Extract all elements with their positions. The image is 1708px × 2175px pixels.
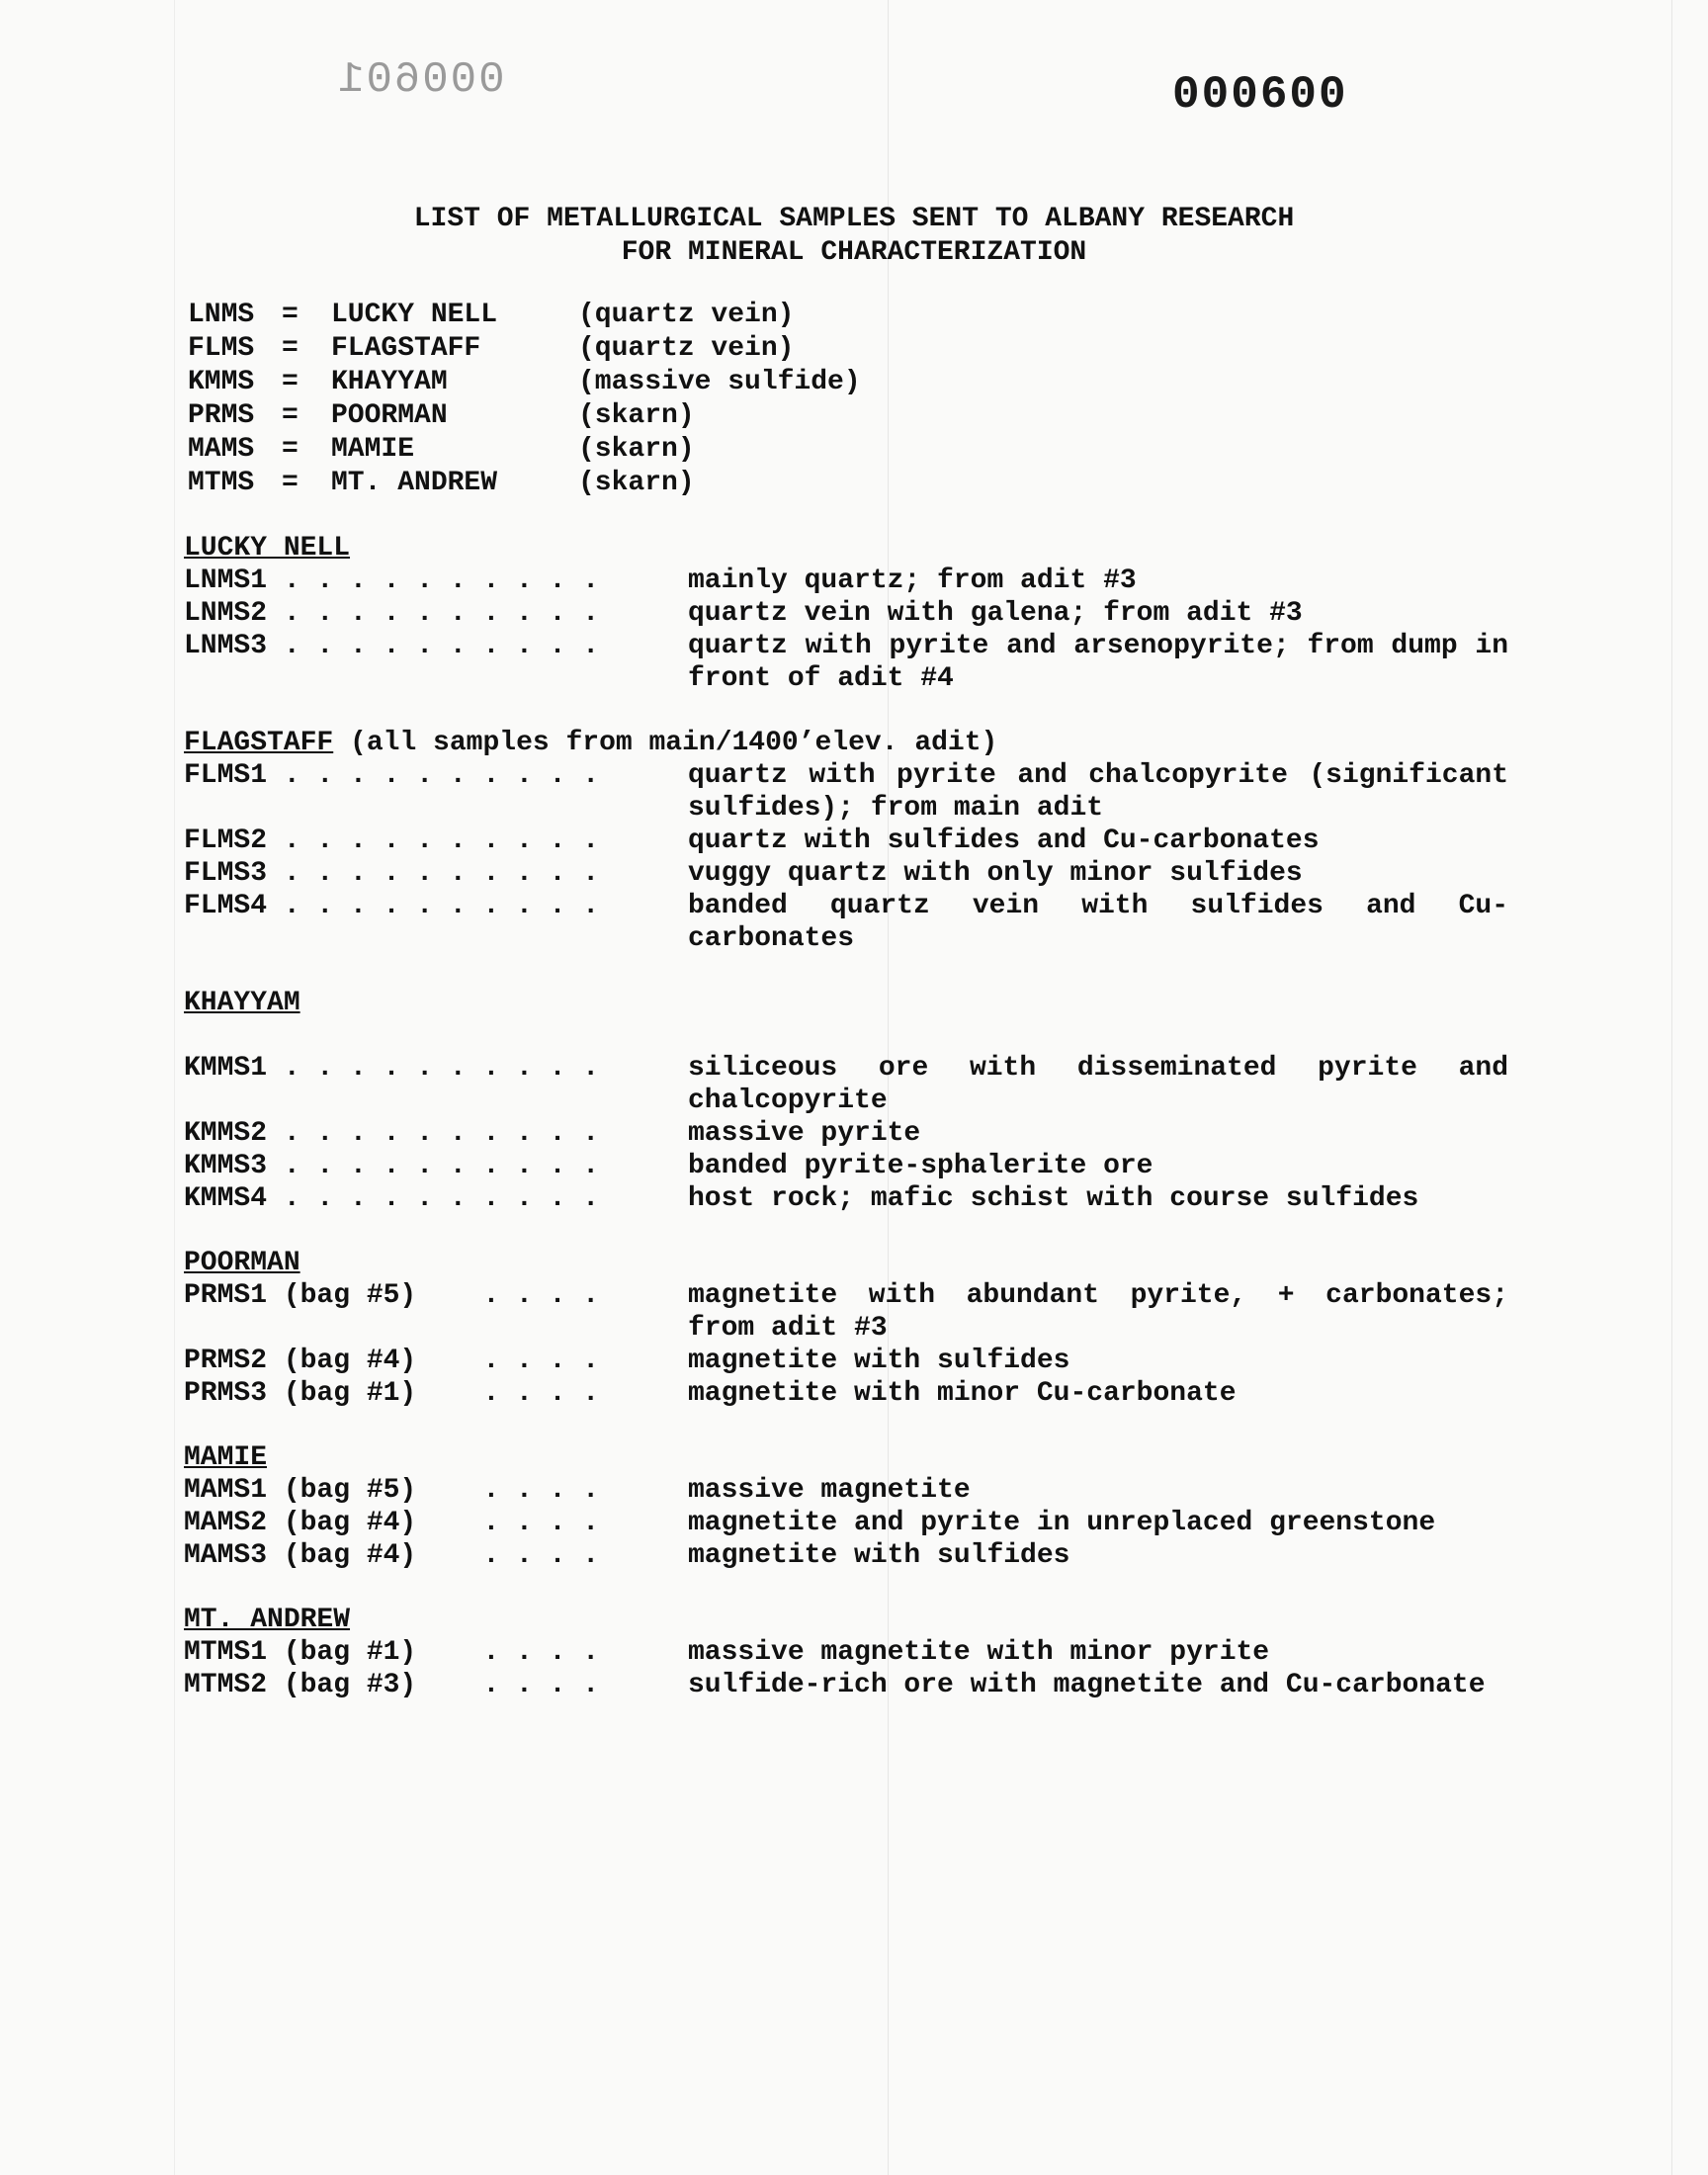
sample-section <box>184 727 1508 955</box>
legend-mine-name: MAMIE <box>331 434 415 465</box>
page-edge-left <box>174 0 175 2175</box>
sample-description: massive magnetite with minor pyrite <box>688 1637 1270 1668</box>
legend-code: MTMS <box>188 468 255 498</box>
sample-id: MTMS1 (bag #1) . . . . <box>184 1637 600 1668</box>
sample-id: KMMS2 . . . . . . . . . . <box>184 1118 600 1149</box>
legend-mine-name: KHAYYAM <box>331 367 448 397</box>
sample-section <box>184 1441 1508 1572</box>
sample-entry <box>184 1377 1508 1410</box>
sample-description: mainly quartz; from adit #3 <box>688 566 1137 596</box>
sample-description: vuggy quartz with only minor sulfides <box>688 858 1303 889</box>
section-header <box>184 1604 1508 1636</box>
sample-description: massive magnetite <box>688 1475 971 1506</box>
sample-entry <box>184 1279 1508 1345</box>
section-header <box>184 532 1508 565</box>
sample-entry <box>184 1052 1508 1117</box>
legend-code: PRMS <box>188 400 255 431</box>
legend-row <box>188 299 861 332</box>
section-note: (all samples from main/1400’elev. adit) <box>333 728 998 758</box>
legend-row <box>188 332 861 366</box>
legend-row <box>188 467 861 500</box>
sample-id: FLMS1 . . . . . . . . . . <box>184 760 600 791</box>
section-header <box>184 1441 1508 1474</box>
sample-section <box>184 987 1508 1215</box>
sample-entry <box>184 1345 1508 1377</box>
sample-id: KMMS3 . . . . . . . . . . <box>184 1151 600 1181</box>
legend-equals: = <box>282 468 299 498</box>
sample-entry <box>184 597 1508 630</box>
sample-id: KMMS1 . . . . . . . . . . <box>184 1053 600 1084</box>
sample-description: quartz vein with galena; from adit #3 <box>688 598 1303 629</box>
document-title <box>0 203 1708 270</box>
sample-entry <box>184 1117 1508 1150</box>
title-line-1: LIST OF METALLURGICAL SAMPLES SENT TO ALBANY RESEARCH <box>413 204 1295 234</box>
sample-entry <box>184 825 1508 857</box>
legend-deposit-type: (skarn) <box>578 468 695 498</box>
section-title: MT. ANDREW <box>184 1605 351 1635</box>
legend-code: LNMS <box>188 300 255 330</box>
sample-entry <box>184 1182 1508 1215</box>
legend-deposit-type: (quartz vein) <box>578 300 795 330</box>
section-title: LUCKY NELL <box>184 533 351 564</box>
legend-row <box>188 399 861 433</box>
sample-entry <box>184 1539 1508 1572</box>
legend-mine-name: LUCKY NELL <box>331 300 498 330</box>
sample-id: LNMS1 . . . . . . . . . . <box>184 566 600 596</box>
title-line-2: FOR MINERAL CHARACTERIZATION <box>621 237 1087 268</box>
page-number-stamp: 000600 <box>1172 69 1348 121</box>
sample-entry <box>184 1636 1508 1669</box>
page-edge-right <box>1671 0 1672 2175</box>
sample-entry <box>184 759 1508 825</box>
sample-description: magnetite with sulfides <box>688 1540 1070 1571</box>
legend-deposit-type: (massive sulfide) <box>578 367 861 397</box>
legend-row <box>188 433 861 467</box>
sample-description: magnetite with minor Cu-carbonate <box>688 1378 1237 1409</box>
sample-id: FLMS2 . . . . . . . . . . <box>184 826 600 856</box>
legend-code: FLMS <box>188 333 255 364</box>
section-title: POORMAN <box>184 1248 300 1278</box>
legend-equals: = <box>282 300 299 330</box>
sample-description: sulfide-rich ore with magnetite and Cu-carbonate <box>688 1670 1486 1700</box>
sample-description: massive pyrite <box>688 1118 921 1149</box>
sample-id: LNMS2 . . . . . . . . . . <box>184 598 600 629</box>
sample-id: FLMS4 . . . . . . . . . . <box>184 891 600 921</box>
legend-equals: = <box>282 434 299 465</box>
sample-entry <box>184 857 1508 890</box>
legend-equals: = <box>282 367 299 397</box>
legend-equals: = <box>282 400 299 431</box>
sample-description: magnetite and pyrite in unreplaced greenstone <box>688 1508 1436 1538</box>
sample-id: KMMS4 . . . . . . . . . . <box>184 1183 600 1214</box>
abbreviation-legend <box>188 299 861 500</box>
sample-id: MAMS2 (bag #4) . . . . <box>184 1508 600 1538</box>
sample-id: MAMS3 (bag #4) . . . . <box>184 1540 600 1571</box>
legend-equals: = <box>282 333 299 364</box>
sample-description: host rock; mafic schist with course sulfides <box>688 1183 1419 1214</box>
legend-mine-name: POORMAN <box>331 400 448 431</box>
sample-entry <box>184 1150 1508 1182</box>
legend-deposit-type: (skarn) <box>578 434 695 465</box>
legend-row <box>188 366 861 399</box>
section-title: KHAYYAM <box>184 988 300 1018</box>
sample-id: MTMS2 (bag #3) . . . . <box>184 1670 600 1700</box>
sample-list <box>184 532 1508 1733</box>
sample-id: MAMS1 (bag #5) . . . . <box>184 1475 600 1506</box>
sample-description: quartz with pyrite and chalcopyrite (significant sulfides); from main adit <box>688 760 1508 824</box>
section-header <box>184 987 1508 1019</box>
legend-code: MAMS <box>188 434 255 465</box>
sample-entry <box>184 1507 1508 1539</box>
sample-entry <box>184 890 1508 955</box>
sample-entry <box>184 1669 1508 1701</box>
section-header <box>184 727 1508 759</box>
sample-entry <box>184 1474 1508 1507</box>
sample-id: PRMS1 (bag #5) . . . . <box>184 1280 600 1311</box>
legend-mine-name: FLAGSTAFF <box>331 333 481 364</box>
section-gap <box>184 1019 1508 1052</box>
sample-description: banded quartz vein with sulfides and Cu-carbonates <box>688 891 1508 954</box>
section-title: MAMIE <box>184 1442 268 1473</box>
sample-description: magnetite with sulfides <box>688 1346 1070 1376</box>
section-header <box>184 1247 1508 1279</box>
sample-id: PRMS3 (bag #1) . . . . <box>184 1378 600 1409</box>
section-title: FLAGSTAFF <box>184 728 334 758</box>
sample-description: quartz with sulfides and Cu-carbonates <box>688 826 1320 856</box>
sample-id: LNMS3 . . . . . . . . . . <box>184 631 600 661</box>
sample-description: magnetite with abundant pyrite, + carbonates; from adit #3 <box>688 1280 1508 1344</box>
sample-section <box>184 532 1508 695</box>
bleed-through-stamp: 000601 <box>336 55 505 105</box>
sample-description: banded pyrite-sphalerite ore <box>688 1151 1153 1181</box>
legend-code: KMMS <box>188 367 255 397</box>
sample-description: siliceous ore with disseminated pyrite and chalcopyrite <box>688 1053 1508 1116</box>
legend-deposit-type: (quartz vein) <box>578 333 795 364</box>
sample-id: PRMS2 (bag #4) . . . . <box>184 1346 600 1376</box>
sample-section <box>184 1604 1508 1701</box>
sample-entry <box>184 630 1508 695</box>
sample-description: quartz with pyrite and arsenopyrite; from dump in front of adit #4 <box>688 631 1508 694</box>
sample-section <box>184 1247 1508 1410</box>
legend-mine-name: MT. ANDREW <box>331 468 498 498</box>
sample-id: FLMS3 . . . . . . . . . . <box>184 858 600 889</box>
sample-entry <box>184 565 1508 597</box>
legend-deposit-type: (skarn) <box>578 400 695 431</box>
